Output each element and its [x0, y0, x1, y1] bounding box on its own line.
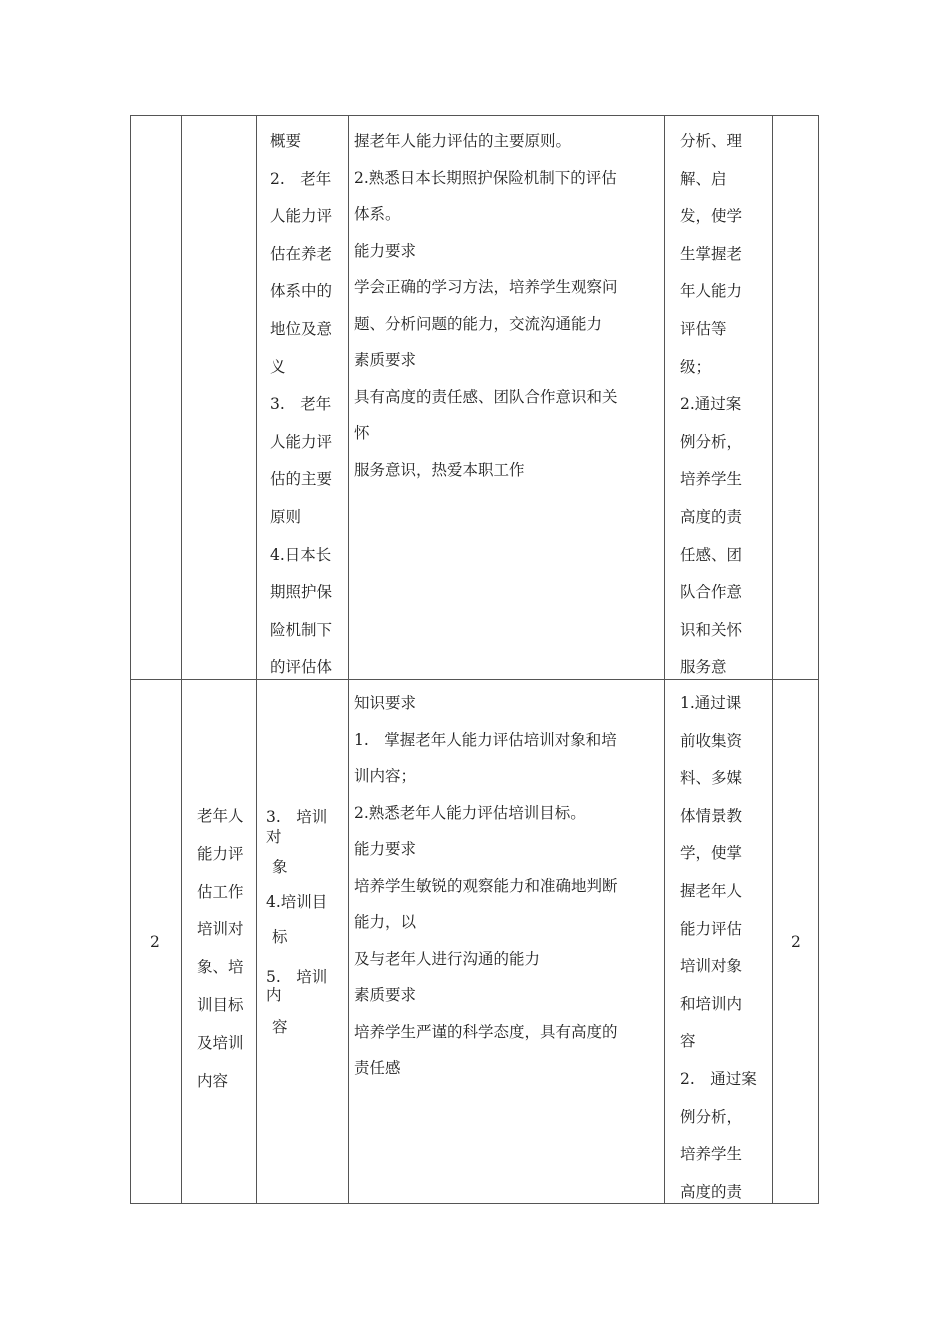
- cell-line: 评估等: [680, 319, 727, 338]
- cell-line: 高度的责: [680, 1182, 743, 1201]
- row1-methods-cell: [680, 123, 742, 687]
- cell-line: 识和关怀: [680, 620, 743, 639]
- cell-line: 内容: [197, 1071, 229, 1090]
- cell-line: 和培训内: [680, 994, 743, 1013]
- cell-line: 2.熟悉老年人能力评估培训目标。: [354, 803, 586, 822]
- cell-line: 握老年人: [680, 881, 743, 900]
- cell-line: 素质要求: [354, 351, 417, 369]
- row2-hours: 2: [791, 933, 801, 951]
- cell-line: 题、分析问题的能力，交流沟通能力: [354, 314, 603, 333]
- cell-line: 握老年人能力评估的主要原则。: [354, 132, 572, 150]
- cell-line: 能力要求: [354, 241, 417, 260]
- row2-seq-number: 2: [150, 933, 160, 951]
- cell-line: 4.培训目: [266, 893, 328, 911]
- cell-line: 容: [272, 1018, 288, 1036]
- cell-line: 2. 通过案: [680, 1069, 757, 1088]
- cell-line: 险机制下: [270, 620, 333, 639]
- cell-line: 培养学生: [680, 1145, 743, 1164]
- cell-line: 培训对: [197, 920, 244, 939]
- cell-line: 例分析，: [680, 1107, 743, 1126]
- cell-line: 概要: [270, 132, 302, 150]
- cell-line: 内: [266, 986, 282, 1004]
- cell-line: 地位及意: [270, 319, 333, 338]
- cell-line: 学会正确的学习方法，培养学生观察问: [354, 278, 618, 296]
- cell-line: 的评估体: [270, 658, 333, 677]
- cell-line: 怀: [354, 424, 370, 442]
- cell-line: 原则: [270, 507, 302, 526]
- cell-line: 象: [272, 858, 288, 876]
- cell-line: 及培训: [197, 1033, 244, 1052]
- cell-line: 容: [680, 1032, 696, 1051]
- cell-line: 老年人: [197, 807, 244, 825]
- cell-line: 料、多媒: [680, 769, 743, 788]
- cell-line: 人能力评: [270, 432, 333, 451]
- cell-line: 服务意: [680, 658, 727, 677]
- cell-line: 训内容；: [354, 767, 417, 785]
- cell-line: 能力评估: [680, 919, 743, 938]
- cell-line: 体系。: [354, 205, 401, 223]
- cell-line: 2.熟悉日本长期照护保险机制下的评估: [354, 168, 617, 187]
- column-divider: [256, 116, 257, 1203]
- cell-line: 义: [270, 357, 286, 376]
- cell-line: 知识要求: [354, 694, 417, 712]
- cell-line: 1. 掌握老年人能力评估培训对象和培: [354, 730, 617, 749]
- cell-line: 体情景教: [680, 806, 743, 825]
- column-divider: [772, 116, 773, 1203]
- column-divider: [664, 116, 665, 1203]
- column-divider: [181, 116, 182, 1203]
- row2-methods-cell: [680, 685, 757, 1211]
- row1-objectives-cell: [354, 123, 618, 488]
- cell-line: 1.通过课: [680, 694, 742, 712]
- cell-line: 培训对象: [680, 957, 743, 976]
- cell-line: 对: [266, 828, 282, 846]
- cell-line: 分析、理: [680, 132, 743, 150]
- cell-line: 人能力评: [270, 207, 333, 226]
- cell-line: 标: [272, 928, 288, 946]
- cell-line: 3. 老年: [270, 395, 332, 414]
- cell-line: 及与老年人进行沟通的能力: [354, 949, 541, 968]
- cell-line: 例分析，: [680, 432, 743, 451]
- cell-line: 能力，以: [354, 913, 417, 931]
- cell-line: 期照护保: [270, 583, 333, 602]
- cell-line: 象、培: [197, 958, 244, 977]
- row1-content-cell: [270, 123, 332, 687]
- cell-line: 估在养老: [270, 244, 333, 263]
- cell-line: 3. 培训: [266, 808, 328, 826]
- cell-line: 2. 老年: [270, 169, 332, 188]
- cell-line: 年人能力: [680, 282, 743, 301]
- cell-line: 队合作意: [680, 583, 743, 602]
- curriculum-table: [130, 115, 819, 1204]
- cell-line: 5. 培训: [266, 968, 328, 986]
- cell-line: 培养学生严谨的科学态度，具有高度的: [354, 1022, 618, 1041]
- cell-line: 发，使学: [680, 207, 743, 226]
- cell-line: 培养学生敏锐的观察能力和准确地判断: [354, 876, 618, 895]
- cell-line: 能力要求: [354, 840, 417, 858]
- cell-line: 4.日本长: [270, 545, 332, 564]
- cell-line: 素质要求: [354, 986, 417, 1004]
- cell-line: 2.通过案: [680, 395, 742, 414]
- cell-line: 前收集资: [680, 731, 743, 750]
- column-divider: [348, 116, 349, 1203]
- row2-objectives-cell: [354, 685, 618, 1087]
- cell-line: 学，使掌: [680, 844, 743, 863]
- cell-line: 级；: [680, 357, 712, 376]
- cell-line: 责任感: [354, 1059, 401, 1077]
- cell-line: 高度的责: [680, 507, 743, 526]
- cell-line: 服务意识，热爱本职工作: [354, 460, 525, 479]
- cell-line: 能力评: [197, 844, 244, 863]
- cell-line: 生掌握老: [680, 244, 743, 263]
- cell-line: 训目标: [197, 995, 244, 1014]
- cell-line: 任感、团: [680, 545, 743, 564]
- cell-line: 培养学生: [680, 470, 743, 489]
- cell-line: 估的主要: [270, 470, 333, 489]
- cell-line: 具有高度的责任感、团队合作意识和关: [354, 387, 618, 406]
- row2-topic-cell: [197, 798, 244, 1100]
- cell-line: 解、启: [680, 169, 727, 188]
- cell-line: 估工作: [197, 882, 244, 901]
- cell-line: 体系中的: [270, 282, 333, 301]
